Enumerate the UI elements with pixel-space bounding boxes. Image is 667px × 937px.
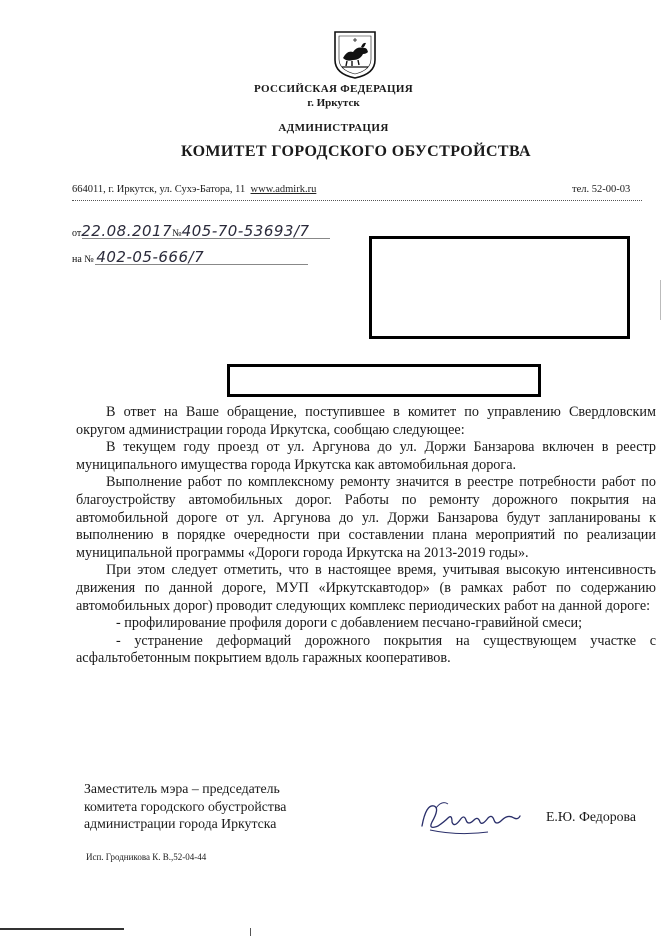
position-line: администрации города Иркутска — [84, 816, 277, 831]
reply-number: 402-05-666/7 — [96, 248, 205, 266]
paragraph: В текущем году проезд от ул. Аргунова до ул. Доржи Банзарова включен в реестр муниципального имущества города Иркутска как автомобильная дорога. — [76, 439, 656, 473]
header-administration: АДМИНИСТРАЦИЯ — [278, 122, 389, 134]
header-city: г. Иркутск — [307, 97, 360, 109]
scan-artifact — [0, 928, 124, 930]
position-line: Заместитель мэра – председатель — [84, 781, 280, 796]
paragraph: При этом следует отметить, что в настоящее время, учитывая высокую интенсивность движения по данной дороге, МУП «Иркутскавтодор» (в рамках работ по содержанию автомобильных дорог) проводит следующих комплекс периодических работ на данной дороге: — [76, 562, 656, 614]
signatory-position — [84, 780, 286, 833]
outgoing-date: 22.08.2017 — [81, 222, 173, 240]
position-line: комитета городского обустройства — [84, 798, 287, 814]
reply-label: на № — [72, 254, 94, 265]
header-committee: КОМИТЕТ ГОРОДСКОГО ОБУСТРОЙСТВА — [180, 143, 532, 160]
paragraph: Выполнение работ по комплексному ремонту значится в реестре потребности работ по благоустройству автомобильных дорог. Работы по ремонту дорожного покрытия на автомобильной дороге от ул. Аргунова до ул. Доржи Банзарова будут запланированы к выполнению в порядке очередности при составлении плана мероприятий по реализации муниципальной программы «Дороги города Иркутска на 2013-2019 годы». — [76, 474, 656, 561]
redacted-salutation-box — [227, 364, 541, 397]
outgoing-number: 405-70-53693/7 — [181, 222, 310, 240]
header-country: РОССИЙСКАЯ ФЕДЕРАЦИЯ — [254, 83, 413, 95]
address: 664011, г. Иркутск, ул. Сухэ-Батора, 11 — [72, 184, 246, 195]
from-label: от — [72, 228, 82, 239]
phone: тел. 52-00-03 — [572, 184, 631, 195]
letter-body — [76, 404, 656, 668]
paragraph: В ответ на Ваше обращение, поступившее в комитет по управлению Свердловским округом администрации города Иркутска, сообщаю следующее: — [76, 404, 656, 438]
scan-artifact — [250, 928, 251, 936]
coat-of-arms-emblem — [333, 30, 377, 80]
website-link[interactable]: www.admirk.ru — [250, 184, 317, 195]
handwritten-signature — [418, 796, 524, 842]
reply-underline — [95, 264, 308, 265]
list-item: - профилирование профиля дороги с добавлением песчано-гравийной смеси; — [116, 615, 583, 632]
number-sign: № — [172, 228, 182, 239]
header-divider — [72, 200, 642, 201]
executor-info: Исп. Гродникова К. В.,52-04-44 — [86, 852, 207, 862]
scan-artifact — [660, 280, 661, 320]
signatory-name: Е.Ю. Федорова — [546, 809, 636, 824]
outgoing-underline — [82, 238, 330, 239]
redacted-recipient-box — [369, 236, 630, 339]
list-item: - устранение деформаций дорожного покрытия на существующем участке с асфальтобетонным покрытием вдоль гаражных кооперативов. — [76, 632, 656, 667]
address-line — [72, 184, 316, 195]
